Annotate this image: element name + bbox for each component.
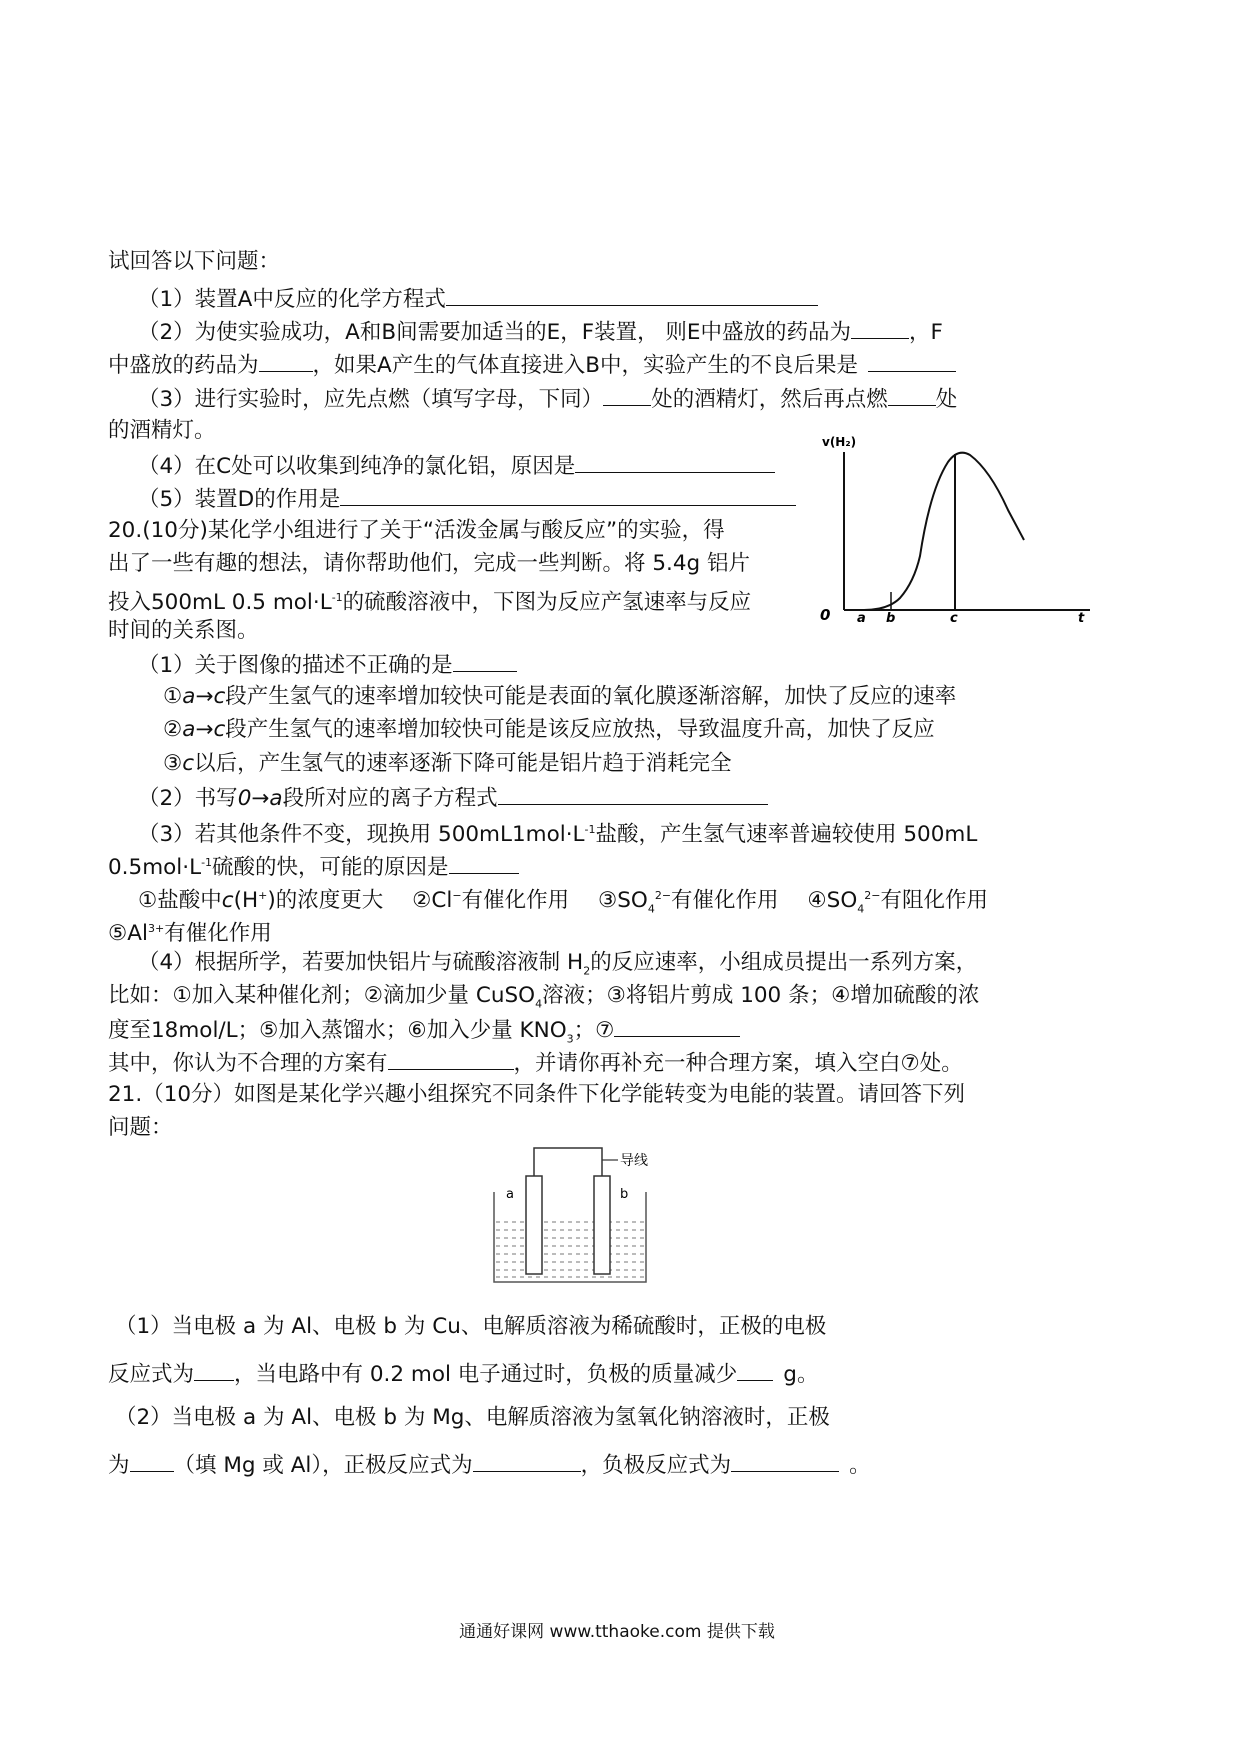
- text: ④SO: [807, 888, 858, 914]
- answer-blank[interactable]: [473, 1449, 581, 1472]
- graph-y-label: v(H₂): [822, 435, 857, 449]
- var: a→c: [182, 684, 226, 709]
- text: 有催化作用: [671, 888, 779, 914]
- q19-part3-text-a: （3）进行实验时，应先点燃（填写字母，下同）: [138, 387, 604, 412]
- q20-sub1-option1: [163, 682, 956, 712]
- electrode-a-label: a: [506, 1187, 514, 1202]
- sub: 4: [647, 902, 655, 916]
- text: (H: [233, 888, 259, 914]
- var: c: [182, 751, 195, 776]
- text: 度至18mol/L；⑤加入蒸馏水；⑥加入少量 KNO: [108, 1018, 567, 1043]
- beaker: [494, 1192, 646, 1282]
- answer-blank[interactable]: [603, 383, 651, 406]
- q19-part2-text-a: （2）为使实验成功，A和B间需要加适当的E，F装置， 则E中盛放的药品为: [138, 320, 852, 345]
- answer-blank[interactable]: [453, 649, 517, 672]
- text: 为: [108, 1453, 130, 1478]
- text: 其中，你认为不合理的方案有: [108, 1051, 388, 1076]
- sup: 3+: [147, 922, 165, 935]
- var: a→c: [182, 717, 226, 742]
- wire: [534, 1148, 602, 1176]
- text: （4）根据所学，若要加快铝片与硫酸溶液制 H: [138, 950, 584, 975]
- q19-part2-text-d: ，如果A产生的气体直接进入B中，实验产生的不良后果是: [312, 353, 858, 378]
- answer-blank[interactable]: [259, 349, 313, 372]
- answer-blank[interactable]: [498, 782, 768, 805]
- text: 反应式为: [108, 1362, 195, 1387]
- q19-part1-text: （1）装置A中反应的化学方程式: [138, 287, 446, 312]
- sup: +: [258, 889, 268, 902]
- answer-blank[interactable]: [449, 851, 519, 874]
- sup: 2−: [864, 889, 881, 902]
- q21-sub2-cont: [108, 1449, 871, 1481]
- answer-blank[interactable]: [388, 1047, 514, 1070]
- answer-blank[interactable]: [130, 1449, 174, 1472]
- answer-blank[interactable]: [614, 1014, 740, 1037]
- text: 有催化作用: [164, 921, 272, 947]
- text: ；⑦: [573, 1018, 615, 1043]
- q20-sub3: [138, 815, 977, 850]
- q19-part2-cont: [108, 349, 956, 381]
- text: 有催化作用: [461, 888, 570, 914]
- text: 有阻化作用: [880, 888, 988, 914]
- sub: 4: [535, 997, 543, 1011]
- text: g。: [783, 1362, 819, 1387]
- text: 。: [849, 1453, 871, 1478]
- q20-sub1-option2: [163, 715, 935, 745]
- q19-part2-text-c: 中盛放的药品为: [108, 353, 259, 378]
- q20-head3-b: 的硫酸溶液中，下图为反应产氢速率与反应: [342, 590, 752, 616]
- rate-curve: [844, 453, 1024, 610]
- q20-sub3-option5: [108, 914, 272, 949]
- answer-blank[interactable]: [868, 349, 956, 372]
- q19-part3: [138, 383, 957, 415]
- num: ①: [163, 684, 183, 709]
- text: ③SO: [597, 888, 648, 914]
- answer-blank[interactable]: [888, 383, 936, 406]
- text: 的反应速率，小组成员提出一系列方案，: [590, 950, 978, 975]
- text: ，当电路中有 0.2 mol 电子通过时，负极的质量减少: [234, 1362, 738, 1387]
- sup: -1: [584, 823, 596, 836]
- q19-part1: [138, 283, 818, 315]
- answer-blank[interactable]: [851, 316, 909, 339]
- tick-c: c: [950, 611, 958, 625]
- origin-label: 0: [820, 606, 831, 624]
- electrode-b: [594, 1176, 610, 1274]
- q19-part3-text-b: 处的酒精灯，然后再点燃: [651, 387, 888, 412]
- text: ②Cl: [412, 888, 453, 914]
- answer-blank[interactable]: [194, 1358, 234, 1381]
- text: ，负极反应式为: [580, 1453, 732, 1478]
- tick-a: a: [857, 611, 866, 625]
- q19-part4: [138, 450, 775, 482]
- tick-t: t: [1078, 611, 1085, 625]
- answer-blank[interactable]: [446, 283, 818, 306]
- text: ，并请你再补充一种合理方案，填入空白⑦处。: [513, 1051, 963, 1076]
- sub: 2: [583, 964, 591, 978]
- q20-sub3-cont: [108, 848, 519, 883]
- q20-sub4-cont3: [108, 1047, 963, 1079]
- q21-sub2: （2）当电极 a 为 Al、电极 b 为 Mg、电解质溶液为氢氧化钠溶液时，正极: [115, 1405, 830, 1430]
- q19-part5-text: （5）装置D的作用是: [138, 487, 341, 512]
- num: ③: [163, 751, 183, 776]
- q19-part5: [138, 483, 796, 515]
- answer-blank[interactable]: [737, 1358, 773, 1381]
- q20-sub2: [138, 782, 768, 814]
- q20-head3-a: 投入500mL 0.5 mol·L: [108, 590, 332, 616]
- text: （填 Mg 或 Al），正极反应式为: [173, 1453, 473, 1478]
- text: 溶液；③将铝片剪成 100 条；④增加硫酸的浓: [542, 983, 980, 1008]
- q19-part4-text: （4）在C处可以收集到纯净的氯化铝，原因是: [138, 454, 576, 479]
- text: ①盐酸中: [138, 888, 222, 914]
- num: ②: [163, 717, 183, 742]
- q20-head-line4: 时间的关系图。: [108, 618, 259, 643]
- galvanic-cell-diagram: [488, 1130, 728, 1288]
- q19-part3-cont: 的酒精灯。: [108, 418, 216, 443]
- tick-b: b: [886, 611, 896, 625]
- wire-label: 导线: [620, 1153, 648, 1169]
- q20-sub1-option3: [163, 749, 732, 779]
- answer-blank[interactable]: [575, 450, 775, 473]
- q20-head-line1: 20.(10分)某化学小组进行了关于“活泼金属与酸反应”的实验，得: [108, 518, 725, 543]
- text: ⑤Al: [108, 921, 148, 947]
- var: c: [221, 888, 234, 914]
- sup: −: [452, 889, 462, 902]
- sup: -1: [331, 591, 343, 604]
- page-footer: 通通好课网 www.tthaoke.com 提供下载: [459, 1622, 775, 1642]
- q19-part2-text-b: ，F: [909, 320, 943, 345]
- text: 比如：①加入某种催化剂；②滴加少量 CuSO: [108, 983, 536, 1008]
- q19-part3-text-c: 处: [935, 387, 958, 412]
- q20-sub1: [138, 649, 517, 681]
- q20-head-line2: 出了一些有趣的想法，请你帮助他们，完成一些判断。将 5.4g 铝片: [108, 551, 751, 576]
- sup: -1: [201, 856, 213, 869]
- q21-sub1-cont: [108, 1358, 818, 1390]
- rate-graph: [808, 430, 1108, 625]
- sup: 2−: [654, 889, 672, 902]
- q20-head-line3: [108, 583, 751, 618]
- q20-sub1-text: （1）关于图像的描述不正确的是: [138, 653, 453, 678]
- text: 段产生氢气的速率增加较快可能是表面的氧化膜逐渐溶解，加快了反应的速率: [225, 684, 957, 709]
- text: 段所对应的离子方程式: [282, 786, 498, 811]
- text: （2）书写: [138, 786, 238, 811]
- text: 0.5mol·L: [108, 855, 202, 881]
- text: 段产生氢气的速率增加较快可能是该反应放热，导致温度升高，加快了反应: [225, 717, 935, 742]
- electrode-a: [526, 1176, 542, 1274]
- text: 以后，产生氢气的速率逐渐下降可能是铝片趋于消耗完全: [194, 751, 732, 776]
- electrolyte-solution: [496, 1222, 644, 1277]
- text: )的浓度更大: [267, 888, 384, 914]
- sub: 3: [566, 1032, 574, 1046]
- q21-head-line1: 21.（10分）如图是某化学兴趣小组探究不同条件下化学能转变为电能的装置。请回答下列: [108, 1082, 966, 1107]
- intro-text: 试回答以下问题：: [108, 249, 281, 274]
- answer-blank[interactable]: [340, 483, 796, 506]
- text: 盐酸，产生氢气速率普遍较使用 500mL: [595, 822, 978, 848]
- answer-blank[interactable]: [731, 1449, 839, 1472]
- q21-head-line2: 问题：: [108, 1115, 173, 1140]
- q19-part2: [138, 316, 943, 348]
- q21-sub1: （1）当电极 a 为 Al、电极 b 为 Cu、电解质溶液为稀硫酸时，正极的电极: [115, 1314, 827, 1339]
- text: 硫酸的快，可能的原因是: [212, 855, 449, 881]
- text: （3）若其他条件不变，现换用 500mL1mol·L: [138, 822, 585, 848]
- electrode-b-label: b: [620, 1187, 629, 1202]
- sub: 4: [857, 902, 865, 916]
- var: 0→a: [237, 786, 283, 811]
